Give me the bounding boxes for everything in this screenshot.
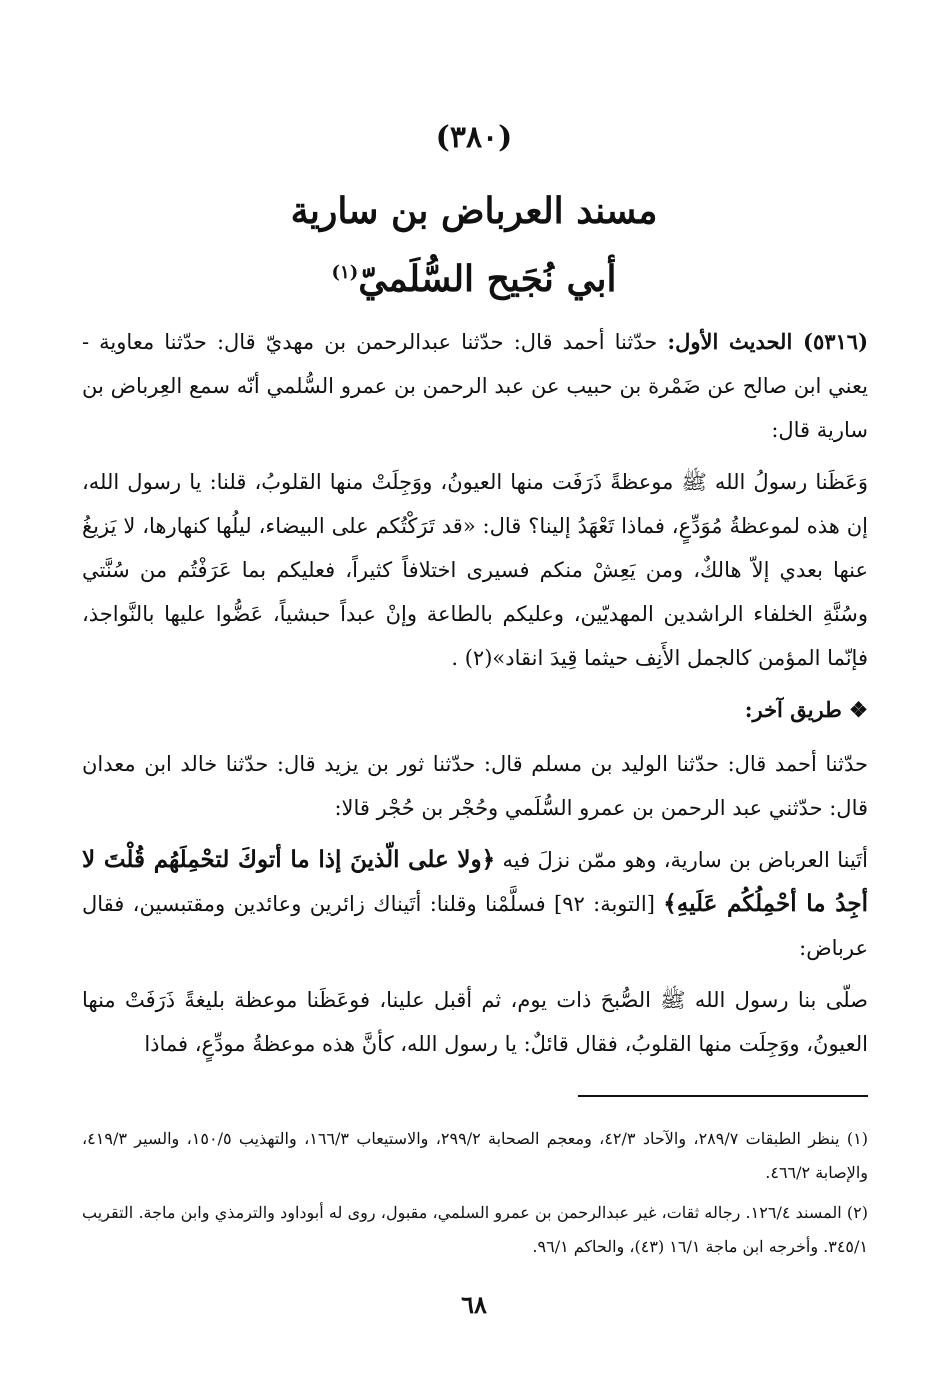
footnote-2: (٢) المسند ١٢٦/٤. رجاله ثقات، غير عبدالرحمن بن عمرو السلمي، مقبول، روى له أبوداود والترمذي وابن ماجة. التقريب ٣٤٥/١. وأخرجه ابن ماجة ١٦/١ (٤٣)، والحاكم ٩٦/١. <box>82 1203 869 1256</box>
companion-kunya-title <box>0 258 948 300</box>
route2-isnad: حدّثنا أحمد قال: حدّثنا الوليد بن مسلم قال: حدّثنا ثور بن يزيد قال: حدّثنا خالد ابن معدان قال: حدّثني عبد الرحمن بن عمرو السُّلَمي وحُجْر بن حُجْر قالا: <box>82 752 868 820</box>
other-route-heading: ❖ طريق آخر: <box>744 697 868 722</box>
kunya-text: أبي نُجَيح السُّلَميّ <box>358 258 617 300</box>
route2-final-paragraph: صلّى بنا رسول الله ﷺ الصُّبحَ ذات يوم، ثم أقبل علينا، فوعَظَنا موعظة بليغةً ذَرَفَتْ منها العيونُ، ووَجِلَت منها القلوبُ، فقال قائلٌ: يا رسول الله، كأنَّ هذه موعظةُ مودِّعٍ، فماذا <box>82 988 868 1056</box>
footnote-1: (١) ينظر الطبقات ٢٨٩/٧، والآحاد ٤٢/٣، ومعجم الصحابة ٢٩٩/٢، والاستيعاب ١٦٦/٣، والتهذيب ١٥٠/٥، والسير ٤١٩/٣، والإصابة ٤٦٦/٢. <box>82 1129 869 1182</box>
footnote-divider <box>578 1095 868 1097</box>
footnotes <box>82 1122 868 1270</box>
main-text <box>82 320 868 1074</box>
hadith1-isnad-paragraph <box>82 320 868 452</box>
hadith-number-lead: (٥٣١٦) الحديث الأول: <box>667 329 868 354</box>
section-number: (٣٨٠) <box>435 120 513 155</box>
page-number: ٦٨ <box>461 1290 487 1319</box>
route2-text-after: [التوبة: ٩٢] فسلَّمْنا وقلنا: أتَيناك زائرين وعائدين ومقتبسين، فقال عرباض: <box>82 892 868 960</box>
route2-text-before: أتَينا العرباض بن سارية، وهو ممّن نزلَ فيه <box>502 848 868 872</box>
footnote-ref-1: (١) <box>331 262 359 283</box>
hadith1-matn: وَعَظَنا رسولُ الله ﷺ موعظةً ذَرَفَت منها العيونُ، ووَجِلَتْ منها القلوبُ، قلنا: يا رسول الله، إن هذه لموعظةُ مُوَدِّعٍ، فماذا تَعْهَدُ إلينا؟ قال: «قد تَرَكْتُكم على البيضاء، ليلُها كنهارها، لا يَزيغُ عنها بعدي إلاّ هالكٌ، ومن يَعِشْ منكم فسيرى اختلافاً كثيراً، فعليكم بما عَرَفْتُم من سُنَّتي وسُنَّةِ الخلفاء الراشدين المهديّين، وعليكم بالطاعة وإنْ عبداً حبشياً، عَضُّوا عليها بالنَّواجذ، فإنّما المؤمن كالجمل الأَنِف حيثما قِيدَ انقاد»(٢) . <box>82 470 868 670</box>
quran-verse: ﴿ولا على الّذينَ إذا ما أتوكَ لتحْمِلَهُم قُلْتَ لا أجِدُ ما أحْمِلُكُم عَلَيهِ﴾ <box>82 846 868 917</box>
route2-text-paragraph <box>82 838 868 970</box>
hadith1-isnad: حدّثنا أحمد قال: حدّثنا عبدالرحمن بن مهديّ قال: حدّثنا معاوية - يعني ابن صالح عن ضَمْرة بن حبيب عن عبد الرحمن بن عمرو السُّلمي أنّه سمع العِرباض بن سارية قال: <box>82 330 868 442</box>
musnad-title: مسند العرباض بن سارية <box>290 190 658 232</box>
